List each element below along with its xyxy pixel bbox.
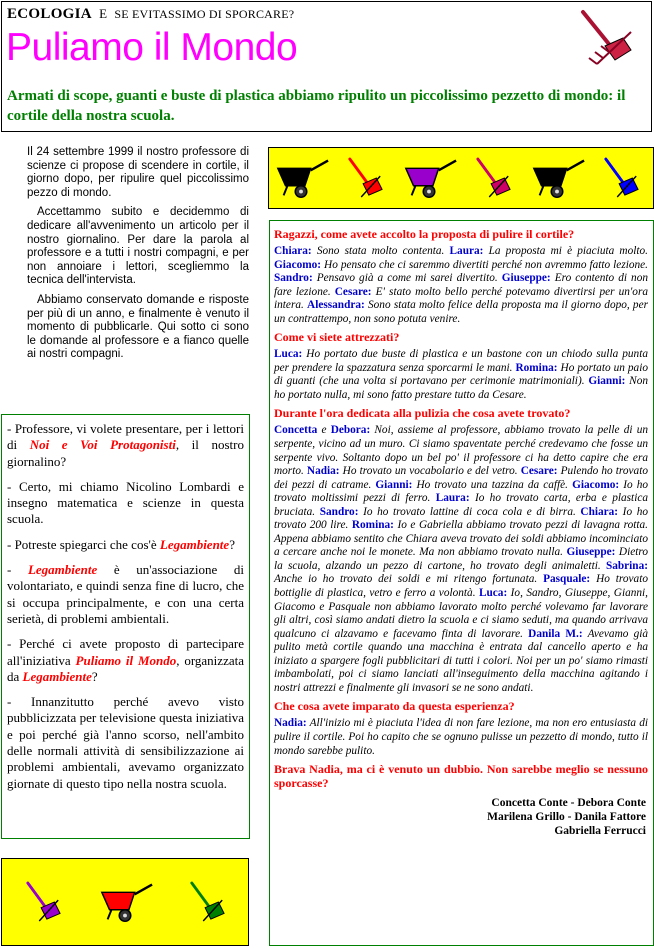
speaker-text: Dietro la scuola, alzando un pezzo di cartone, ho trovato degli animaletti. [274, 546, 648, 572]
wheelbarrow-icon [528, 156, 586, 200]
speaker-text: Ero contento di non fare lezione. [274, 272, 648, 298]
speaker-text: e [317, 424, 331, 437]
speaker-text: Pulendo ho trovato dei pezzi di catrame. [274, 465, 648, 491]
speaker-name: Debora: [330, 424, 371, 437]
interview-answers [274, 245, 648, 326]
professor-interview [1, 414, 250, 839]
speaker-text: Ho trovato bottiglie di plastica, vetro e ferro a volontà. [274, 573, 648, 600]
credit-line: Marilena Grillo - Danila Fattore [487, 811, 646, 824]
closing-remark: Brava Nadia, ma ci è venuto un dubbio. Non sarebbe meglio se nessuno sporcasse? [274, 762, 648, 791]
kicker-section: ECOLOGIA [7, 6, 92, 22]
speaker-name: Pasquale: [543, 573, 591, 586]
speaker-name: Giuseppe: [566, 546, 616, 559]
answer: - Certo, mi chiamo Nicolino Lombardi e insegno matematica e scienze in questa scuola. [7, 478, 244, 527]
students-interview [269, 220, 654, 946]
speaker-text: Io ho trovato moltissimi pezzi di ferro. [274, 478, 649, 505]
speaker-name: Laura: [449, 245, 484, 257]
speaker-name: Concetta [274, 424, 318, 437]
rake-icon [188, 880, 226, 924]
speaker-text: Io ho trovato carta, erba e plastica bruciata. [274, 492, 648, 518]
speaker-name: Luca: [274, 348, 303, 361]
interview-question: Che cosa avete imparato da questa esperienza? [274, 699, 515, 714]
speaker-name: Chiara: [274, 245, 312, 257]
wheelbarrow-icon [400, 156, 458, 200]
speaker-name: Sandro: [319, 505, 359, 518]
speaker-text: Ho pensato che ci saremmo divertiti perché non avremmo fatto lezione. [321, 258, 648, 271]
answer: - Innanzitutto perché avevo visto pubblicizzata per televisione questa iniziativa e poi perché già l'anno scorso, nell'ambito delle normali attività di sensibilizzazione ai problemi ambientali, avevamo organizzato giornate di questo tipo nella nostra scuola. [7, 694, 244, 791]
wheelbarrow-icon [272, 156, 330, 200]
credit-line: Concetta Conte - Debora Conte [491, 797, 646, 810]
speaker-text: Io, Sandro, Giuseppe, Gianni, Giacomo e Pasquale non abbiamo lavorato molto perché volevamo far lavorare gli altri, così siamo andati dietro la scuola e ci siamo seduti, ma quando arrivava qualcuno ci alzavamo e facevamo finta di lavorare. [274, 587, 648, 640]
speaker-name: Luca: [478, 587, 508, 600]
article-header [1, 1, 652, 132]
speaker-name: Giacomo: [572, 478, 620, 491]
intro-paragraph: Accettammo subito e decidemmo di dedicare all'avvenimento un articolo per il nostro giornalino. Per dare la parola al professore e a tutti i nostri compagni, e per non annoiare i lettori, scegliemmo la tecnica dell'intervista. [27, 206, 249, 287]
speaker-name: Giacomo: [274, 258, 322, 271]
speaker-name: Danila M.: [528, 627, 583, 640]
question: - Professore, vi volete presentare, per i lettori di Noi e Voi Protagonisti, il nostro giornalino? [7, 421, 244, 469]
author-credits [274, 796, 648, 838]
speaker-text: Ho trovato un vocabolario e del vetro. [339, 465, 521, 478]
speaker-name: Chiara: [580, 505, 619, 518]
speaker-text: Ho portato due buste di plastica e un bastone con un chiodo sulla punta per prendere la spazzatura senza sporcarmi le mani. [274, 348, 648, 374]
speaker-text: Pensavo già a come mi sarei divertito. [312, 272, 502, 285]
kicker [7, 6, 294, 23]
speaker-name: Cesare: [334, 285, 372, 298]
rake-icon [24, 880, 62, 924]
speaker-text: Avevamo già pulito metà cortile quando una macchina è entrata dal cancello aperto e ha iniziato a spargere fogli pubblicitari di tutti i colori. Noi per un po' siamo rimasti imbambolati, poi ci siamo lanciati all'inseguimento della macchina agitando i nostri attrezzi e finalmente gli invasori se ne sono andati. [274, 627, 649, 694]
page-title: Puliamo il Mondo [6, 26, 298, 69]
speaker-name: Romina: [351, 519, 394, 532]
intro-text [27, 146, 249, 368]
speaker-text: Io ho trovato lattine di coca cola e di birra. [358, 505, 581, 518]
interview-answers [274, 424, 648, 695]
interview-answers [274, 717, 648, 758]
decorative-strip-bottom [1, 858, 249, 946]
speaker-name: Nadia: [274, 717, 307, 730]
speaker-text: Io e Gabriella abbiamo trovato pezzi di lavagna rotta. Appena abbiamo sentito che Chiara aveva trovato dei soldi abbiamo incominciato a cercare anche noi le monete. Ma non abbiamo trovato nulla. [274, 519, 648, 559]
speaker-text: Ho trovato una tazzina da caffè. [412, 478, 573, 491]
speaker-text: Io ho trovato 200 lire. [274, 505, 648, 532]
wheelbarrow-icon [96, 880, 154, 924]
rake-icon [602, 156, 640, 200]
speaker-text: Non ho portato nulla, mi sono fatto prestare tutto da Cesare. [274, 375, 648, 401]
speaker-text: Ho portato un paio di guanti (che una volta si portavano per cerimonie matrimoniali). [274, 361, 648, 388]
speaker-text: Sono stata molto contenta. [311, 245, 450, 257]
speaker-name: Nadia: [306, 465, 340, 478]
speaker-name: Laura: [435, 492, 470, 505]
interview-question: Ragazzi, come avete accolto la proposta di pulire il cortile? [274, 227, 575, 241]
credit-line: Gabriella Ferrucci [554, 825, 646, 838]
speaker-text: All'inizio mi è piaciuta l'idea di non fare lezione, ma non ero entusiasta di pulire il cortile. Poi ho capito che se ognuno pulisse un pezzetto di mondo, tutto il mondo sarebbe pulito. [274, 717, 648, 757]
speaker-name: Gianni: [588, 375, 626, 388]
speaker-name: Cesare: [520, 465, 558, 478]
rake-icon [474, 156, 512, 200]
kicker-conjunction: E [99, 6, 108, 21]
intro-paragraph: Abbiamo conservato domande e risposte per più di un anno, e finalmente è venuto il momento di pubblicarle. Qui sotto ci sono le domande al professore e a fianco quelle ai nostri compagni. [27, 293, 249, 361]
speaker-text: Sono stata molto felice della proposta ma il giorno dopo, per un contrattempo, non sono potuta venire. [274, 299, 648, 325]
speaker-name: Sandro: [274, 272, 313, 285]
decorative-strip-top [268, 147, 654, 209]
rake-icon [346, 156, 384, 200]
kicker-question: SE EVITASSIMO DI SPORCARE? [114, 7, 295, 21]
question: - Potreste spiegarci che cos'è Legambiente? [7, 536, 235, 552]
answer: - Legambiente è un'associazione di volontariato, e quindi senza fine di lucro, che si occupa principalmente, e con una certa serietà, di problemi ambientali. [7, 562, 244, 626]
speaker-text: La proposta mi è piaciuta molto. [483, 245, 648, 257]
speaker-name: Sabrina: [605, 559, 648, 572]
speaker-name: Alessandra: [307, 299, 365, 312]
speaker-name: Gianni: [375, 478, 413, 491]
speaker-text: E' stato molto bello perché potevamo divertirsi per un'ora intera. [274, 285, 648, 312]
speaker-text: Anche io ho trovato dei soldi e mi ritengo fortunata. [274, 573, 544, 586]
intro-paragraph: Il 24 settembre 1999 il nostro professore di scienze ci propose di scendere in cortile, il giorno dopo, per ripulire quel piccolissimo pezzo di mondo. [27, 146, 249, 199]
speaker-text: Noi, assieme al professore, abbiamo trovato la pelle di un serpente, vicino ad un muro. Ci siamo spaventate perché credevamo che fosse un serpente vivo. Soltanto dopo un bel po' il professore ci ha detto capire che era morto. [274, 424, 649, 478]
interview-answers [274, 348, 648, 402]
speaker-name: Romina: [515, 361, 558, 374]
interview-question: Come vi siete attrezzati? [274, 330, 400, 345]
question: - Perché ci avete proposto di partecipare all'iniziativa Puliamo il Mondo, organizzata da Legambiente? [7, 636, 244, 684]
page-subtitle: Armati di scope, guanti e buste di plastica abbiamo ripulito un piccolissimo pezzetto di mondo: il cortile della nostra scuola. [7, 88, 626, 124]
interview-question: Durante l'ora dedicata alla pulizia che cosa avete trovato? [274, 406, 571, 421]
speaker-name: Giuseppe: [501, 272, 551, 285]
rake-shovel-icon [575, 8, 637, 70]
